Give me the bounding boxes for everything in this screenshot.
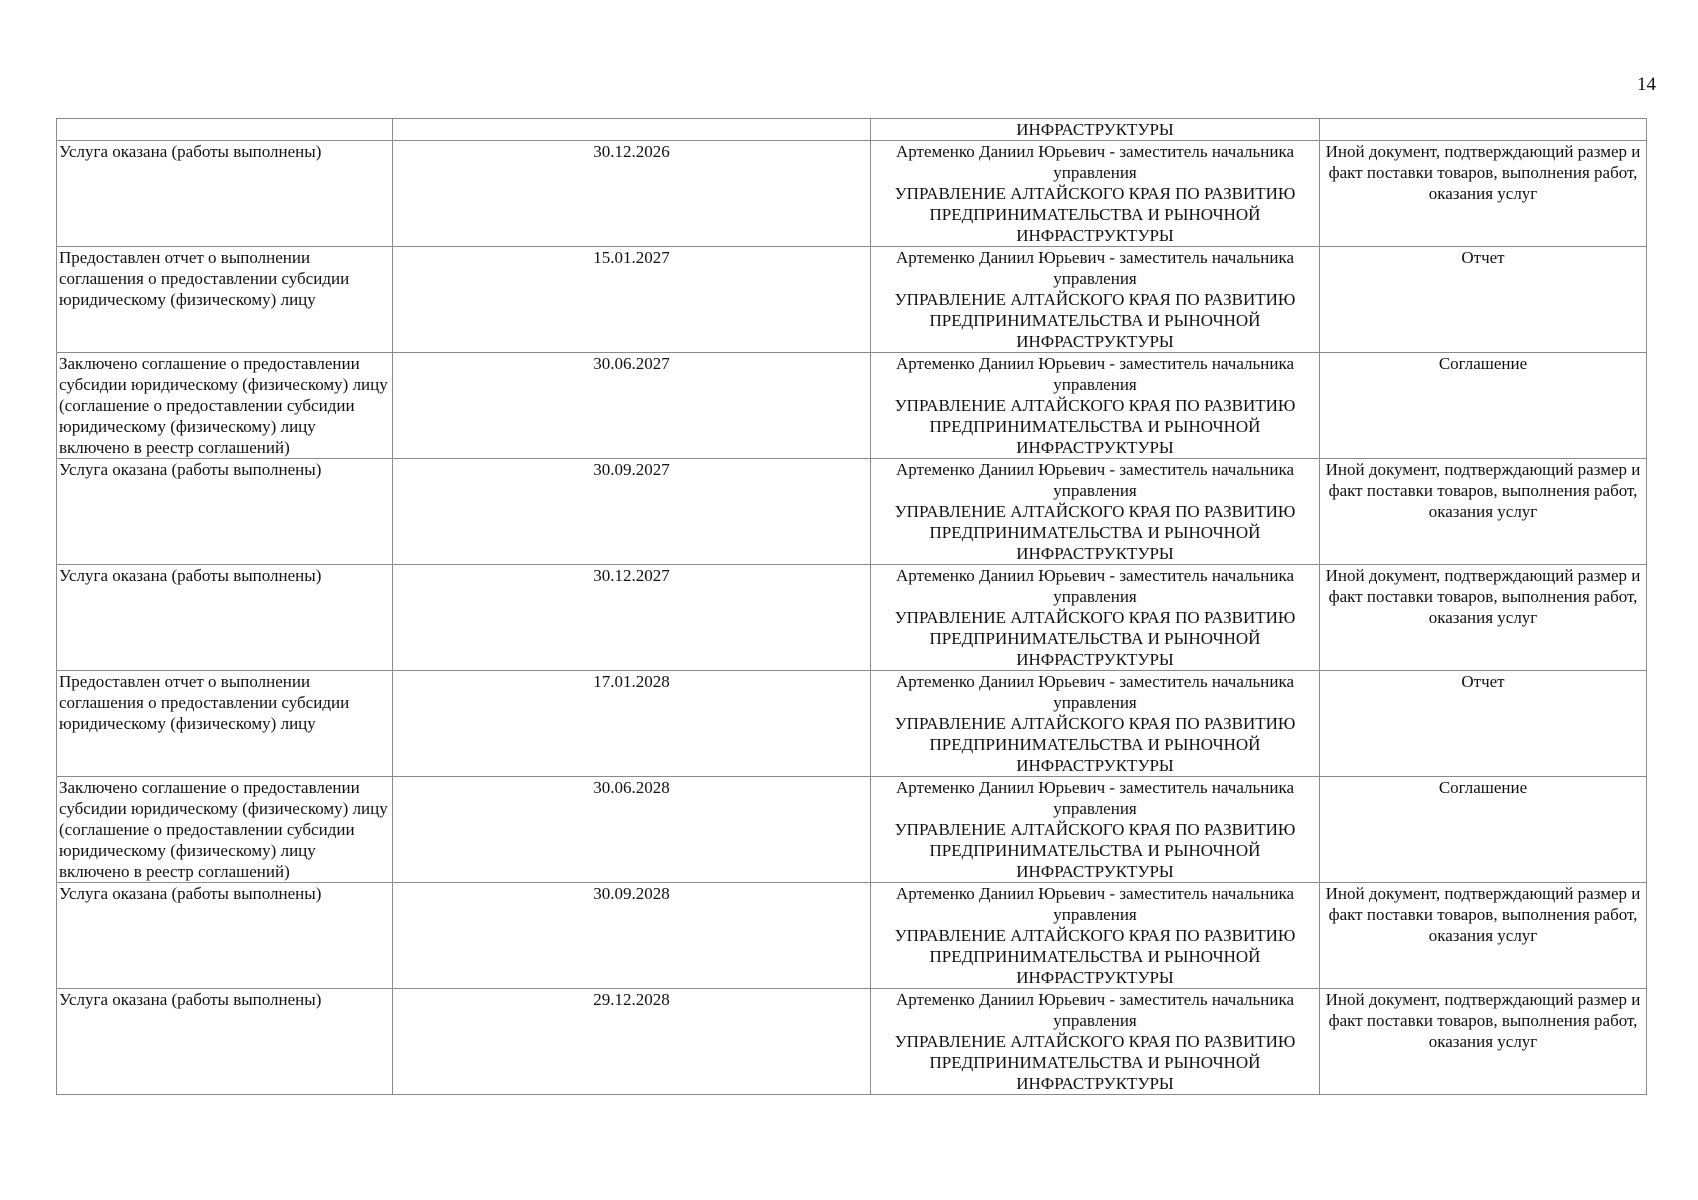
responsible-person: Артеменко Даниил Юрьевич - заместитель начальника управления	[895, 248, 1295, 288]
responsible-person: Артеменко Даниил Юрьевич - заместитель начальника управления	[895, 672, 1295, 712]
responsible-department: УПРАВЛЕНИЕ АЛТАЙСКОГО КРАЯ ПО РАЗВИТИЮ ПРЕДПРИНИМАТЕЛЬСТВА И РЫНОЧНОЙ ИНФРАСТРУКТУРЫ	[894, 290, 1296, 351]
responsible-cell	[871, 777, 1320, 883]
responsible-department: УПРАВЛЕНИЕ АЛТАЙСКОГО КРАЯ ПО РАЗВИТИЮ ПРЕДПРИНИМАТЕЛЬСТВА И РЫНОЧНОЙ ИНФРАСТРУКТУРЫ	[894, 714, 1296, 775]
date-cell: 30.09.2027	[393, 459, 871, 565]
event-cell: Заключено соглашение о предоставлении субсидии юридическому (физическому) лицу (соглашение о предоставлении субсидии юридическому (физическому) лицу включено в реестр соглашений)	[57, 353, 393, 459]
table-row	[57, 353, 1647, 459]
responsible-department: УПРАВЛЕНИЕ АЛТАЙСКОГО КРАЯ ПО РАЗВИТИЮ ПРЕДПРИНИМАТЕЛЬСТВА И РЫНОЧНОЙ ИНФРАСТРУКТУРЫ	[894, 396, 1296, 457]
responsible-department: УПРАВЛЕНИЕ АЛТАЙСКОГО КРАЯ ПО РАЗВИТИЮ ПРЕДПРИНИМАТЕЛЬСТВА И РЫНОЧНОЙ ИНФРАСТРУКТУРЫ	[894, 184, 1296, 245]
responsible-person: Артеменко Даниил Юрьевич - заместитель начальника управления	[895, 354, 1295, 394]
responsible-person: Артеменко Даниил Юрьевич - заместитель начальника управления	[895, 142, 1295, 182]
document-cell: Отчет	[1320, 247, 1647, 353]
responsible-cell	[871, 353, 1320, 459]
document-cell: Иной документ, подтверждающий размер и факт поставки товаров, выполнения работ, оказания услуг	[1320, 989, 1647, 1095]
event-cell: Предоставлен отчет о выполнении соглашения о предоставлении субсидии юридическому (физическому) лицу	[57, 671, 393, 777]
event-cell: Услуга оказана (работы выполнены)	[57, 989, 393, 1095]
responsible-department: УПРАВЛЕНИЕ АЛТАЙСКОГО КРАЯ ПО РАЗВИТИЮ ПРЕДПРИНИМАТЕЛЬСТВА И РЫНОЧНОЙ ИНФРАСТРУКТУРЫ	[894, 1032, 1296, 1093]
table-row	[57, 777, 1647, 883]
date-cell	[393, 119, 871, 141]
responsible-cell	[871, 141, 1320, 247]
date-cell: 30.09.2028	[393, 883, 871, 989]
responsible-cell	[871, 989, 1320, 1095]
page-number: 14	[1637, 74, 1656, 95]
document-cell: Отчет	[1320, 671, 1647, 777]
date-cell: 15.01.2027	[393, 247, 871, 353]
document-cell: Иной документ, подтверждающий размер и факт поставки товаров, выполнения работ, оказания услуг	[1320, 141, 1647, 247]
table-row	[57, 459, 1647, 565]
table-row	[57, 989, 1647, 1095]
document-cell: Соглашение	[1320, 777, 1647, 883]
event-cell: Услуга оказана (работы выполнены)	[57, 565, 393, 671]
table-row	[57, 565, 1647, 671]
responsible-cell	[871, 247, 1320, 353]
event-cell: Услуга оказана (работы выполнены)	[57, 459, 393, 565]
responsible-cell	[871, 459, 1320, 565]
table-row	[57, 141, 1647, 247]
responsible-person: Артеменко Даниил Юрьевич - заместитель начальника управления	[895, 990, 1295, 1030]
table-row	[57, 247, 1647, 353]
responsible-department: УПРАВЛЕНИЕ АЛТАЙСКОГО КРАЯ ПО РАЗВИТИЮ ПРЕДПРИНИМАТЕЛЬСТВА И РЫНОЧНОЙ ИНФРАСТРУКТУРЫ	[894, 926, 1296, 987]
date-cell: 17.01.2028	[393, 671, 871, 777]
date-cell: 30.06.2027	[393, 353, 871, 459]
responsible-person: Артеменко Даниил Юрьевич - заместитель начальника управления	[895, 566, 1295, 606]
event-cell	[57, 119, 393, 141]
responsible-cell	[871, 883, 1320, 989]
table-row	[57, 883, 1647, 989]
date-cell: 30.12.2027	[393, 565, 871, 671]
document-cell: Иной документ, подтверждающий размер и факт поставки товаров, выполнения работ, оказания услуг	[1320, 883, 1647, 989]
document-cell: Иной документ, подтверждающий размер и факт поставки товаров, выполнения работ, оказания услуг	[1320, 459, 1647, 565]
event-cell: Услуга оказана (работы выполнены)	[57, 141, 393, 247]
control-points-table	[56, 118, 1647, 1095]
event-cell: Заключено соглашение о предоставлении субсидии юридическому (физическому) лицу (соглашение о предоставлении субсидии юридическому (физическому) лицу включено в реестр соглашений)	[57, 777, 393, 883]
responsible-cell: ИНФРАСТРУКТУРЫ	[871, 119, 1320, 141]
date-cell: 30.06.2028	[393, 777, 871, 883]
table-row	[57, 671, 1647, 777]
document-cell	[1320, 119, 1647, 141]
responsible-department: УПРАВЛЕНИЕ АЛТАЙСКОГО КРАЯ ПО РАЗВИТИЮ ПРЕДПРИНИМАТЕЛЬСТВА И РЫНОЧНОЙ ИНФРАСТРУКТУРЫ	[894, 820, 1296, 881]
responsible-cell	[871, 671, 1320, 777]
responsible-person: Артеменко Даниил Юрьевич - заместитель начальника управления	[895, 884, 1295, 924]
document-cell: Соглашение	[1320, 353, 1647, 459]
event-cell: Предоставлен отчет о выполнении соглашения о предоставлении субсидии юридическому (физическому) лицу	[57, 247, 393, 353]
date-cell: 30.12.2026	[393, 141, 871, 247]
table-row-continuation	[57, 119, 1647, 141]
responsible-person: Артеменко Даниил Юрьевич - заместитель начальника управления	[895, 460, 1295, 500]
responsible-department: УПРАВЛЕНИЕ АЛТАЙСКОГО КРАЯ ПО РАЗВИТИЮ ПРЕДПРИНИМАТЕЛЬСТВА И РЫНОЧНОЙ ИНФРАСТРУКТУРЫ	[894, 502, 1296, 563]
responsible-department: УПРАВЛЕНИЕ АЛТАЙСКОГО КРАЯ ПО РАЗВИТИЮ ПРЕДПРИНИМАТЕЛЬСТВА И РЫНОЧНОЙ ИНФРАСТРУКТУРЫ	[894, 608, 1296, 669]
event-cell: Услуга оказана (работы выполнены)	[57, 883, 393, 989]
date-cell: 29.12.2028	[393, 989, 871, 1095]
responsible-person: Артеменко Даниил Юрьевич - заместитель начальника управления	[895, 778, 1295, 818]
document-cell: Иной документ, подтверждающий размер и факт поставки товаров, выполнения работ, оказания услуг	[1320, 565, 1647, 671]
responsible-cell	[871, 565, 1320, 671]
